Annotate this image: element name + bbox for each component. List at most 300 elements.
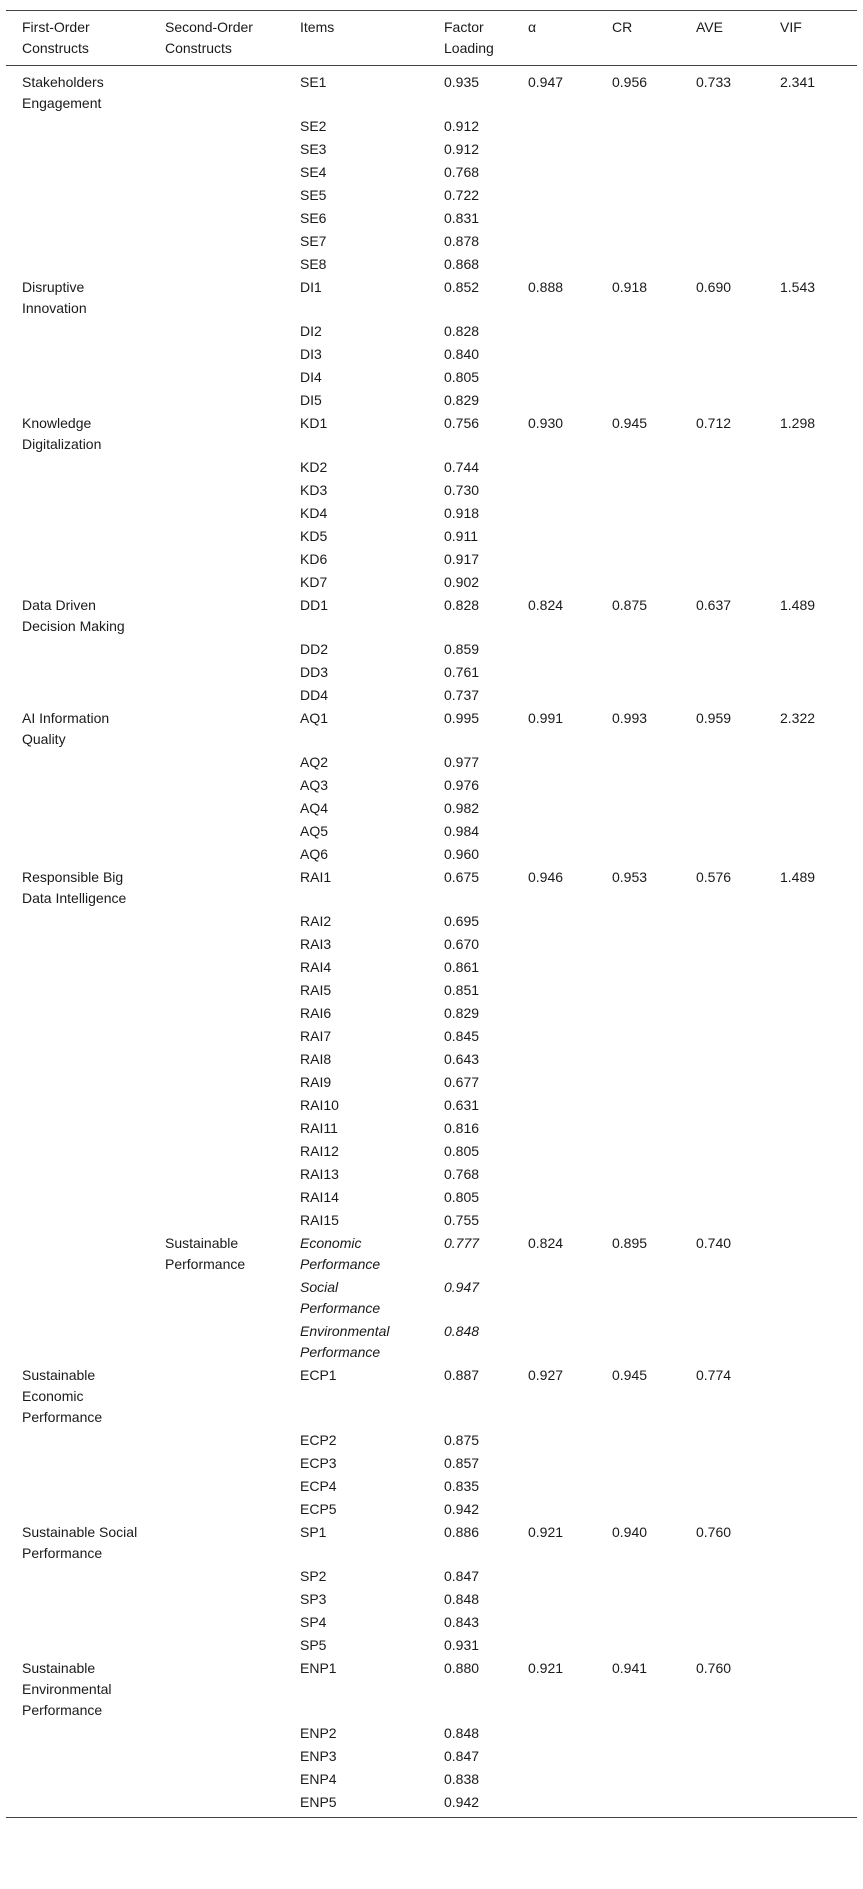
vif-cell: 1.298 xyxy=(780,415,816,431)
second-order-cell xyxy=(149,1071,284,1094)
alpha-cell xyxy=(512,1025,596,1048)
alpha-cell xyxy=(512,253,596,276)
cr-cell xyxy=(596,1140,680,1163)
cr-cell xyxy=(596,751,680,774)
ave-cell xyxy=(680,343,764,366)
alpha-cell: 0.824 xyxy=(528,1235,564,1251)
alpha-cell: 0.927 xyxy=(528,1367,564,1383)
header-first-order: First-Order Constructs xyxy=(6,11,149,66)
cr-cell xyxy=(596,1722,680,1745)
first-order-cell xyxy=(6,1745,149,1768)
ave-cell xyxy=(680,1429,764,1452)
table-row xyxy=(6,1791,857,1818)
factor-loading-cell: 0.942 xyxy=(444,1501,480,1517)
ave-cell xyxy=(680,1094,764,1117)
item-cell: DI3 xyxy=(300,346,322,362)
measurement-table xyxy=(6,10,857,1818)
alpha-cell xyxy=(512,1634,596,1657)
item-cell: RAI10 xyxy=(300,1097,339,1113)
item-cell: ENP2 xyxy=(300,1725,337,1741)
second-order-cell xyxy=(149,479,284,502)
first-order-cell xyxy=(6,774,149,797)
vif-cell xyxy=(764,1094,857,1117)
alpha-cell xyxy=(512,525,596,548)
ave-cell: 0.774 xyxy=(696,1367,732,1383)
table-row xyxy=(6,66,857,116)
alpha-cell xyxy=(512,1163,596,1186)
ave-cell xyxy=(680,979,764,1002)
first-order-cell xyxy=(6,1452,149,1475)
table-row xyxy=(6,797,857,820)
second-order-cell xyxy=(149,820,284,843)
item-cell: ENP5 xyxy=(284,1791,428,1818)
factor-loading-cell: 0.829 xyxy=(444,392,480,408)
ave-cell xyxy=(680,1186,764,1209)
first-order-cell xyxy=(6,751,149,774)
ave-cell xyxy=(680,638,764,661)
ave-cell xyxy=(680,910,764,933)
alpha-cell xyxy=(512,1140,596,1163)
alpha-cell xyxy=(512,456,596,479)
item-cell: AQ6 xyxy=(300,846,329,862)
vif-cell xyxy=(764,343,857,366)
alpha-cell xyxy=(512,1002,596,1025)
cr-cell xyxy=(596,1634,680,1657)
alpha-cell xyxy=(512,661,596,684)
first-order-cell xyxy=(6,479,149,502)
ave-cell xyxy=(680,479,764,502)
alpha-cell xyxy=(512,1565,596,1588)
second-order-cell xyxy=(149,1565,284,1588)
second-order-cell xyxy=(149,1634,284,1657)
first-order-cell xyxy=(6,1186,149,1209)
vif-cell xyxy=(764,1429,857,1452)
factor-loading-cell: 0.755 xyxy=(444,1212,480,1228)
cr-cell xyxy=(596,1452,680,1475)
ave-cell xyxy=(680,253,764,276)
factor-loading-cell: 0.829 xyxy=(444,1005,480,1021)
second-order-cell xyxy=(149,1094,284,1117)
second-order-cell xyxy=(149,1186,284,1209)
item-cell: DD4 xyxy=(300,687,329,703)
item-cell: RAI6 xyxy=(300,1005,332,1021)
alpha-cell xyxy=(512,820,596,843)
factor-loading-cell: 0.761 xyxy=(444,664,480,680)
table-row xyxy=(6,774,857,797)
cr-cell xyxy=(596,1094,680,1117)
first-order-cell: Stakeholders Engagement xyxy=(22,74,104,111)
factor-loading-cell: 0.880 xyxy=(444,1660,480,1676)
second-order-cell xyxy=(149,571,284,594)
vif-cell xyxy=(764,1611,857,1634)
first-order-cell xyxy=(6,1071,149,1094)
vif-cell: 1.489 xyxy=(780,597,816,613)
ave-cell xyxy=(680,161,764,184)
vif-cell xyxy=(764,1025,857,1048)
factor-loading-cell: 0.861 xyxy=(444,959,480,975)
first-order-cell xyxy=(6,161,149,184)
ave-cell xyxy=(680,366,764,389)
cr-cell xyxy=(596,1276,680,1320)
ave-cell xyxy=(680,502,764,525)
cr-cell xyxy=(596,1588,680,1611)
table-body xyxy=(6,66,857,1818)
vif-cell: 2.322 xyxy=(780,710,816,726)
item-cell: SE6 xyxy=(300,210,327,226)
item-cell: AQ4 xyxy=(300,800,329,816)
ave-cell xyxy=(680,115,764,138)
item-cell: SP1 xyxy=(300,1524,327,1540)
cr-cell xyxy=(596,638,680,661)
table-row xyxy=(6,571,857,594)
cr-cell xyxy=(596,1048,680,1071)
vif-cell xyxy=(764,774,857,797)
cr-cell xyxy=(596,1320,680,1364)
alpha-cell xyxy=(512,843,596,866)
second-order-cell xyxy=(149,184,284,207)
cr-cell: 0.993 xyxy=(612,710,648,726)
ave-cell: 0.760 xyxy=(696,1660,732,1676)
second-order-cell xyxy=(149,774,284,797)
cr-cell xyxy=(596,661,680,684)
cr-cell xyxy=(596,1791,680,1818)
factor-loading-cell: 0.744 xyxy=(444,459,480,475)
vif-cell xyxy=(764,1276,857,1320)
first-order-cell xyxy=(6,1611,149,1634)
ave-cell xyxy=(680,1588,764,1611)
vif-cell xyxy=(764,138,857,161)
second-order-cell xyxy=(149,594,284,638)
item-cell: AQ1 xyxy=(300,710,329,726)
table-row xyxy=(6,684,857,707)
vif-cell: 2.341 xyxy=(780,74,816,90)
vif-cell xyxy=(764,1475,857,1498)
second-order-cell: Sustainable Performance xyxy=(165,1235,246,1272)
alpha-cell xyxy=(512,933,596,956)
item-cell: DI2 xyxy=(300,323,322,339)
table-row xyxy=(6,456,857,479)
item-cell: SE3 xyxy=(300,141,327,157)
ave-cell xyxy=(680,820,764,843)
second-order-cell xyxy=(149,797,284,820)
table-row xyxy=(6,707,857,751)
first-order-cell xyxy=(6,684,149,707)
ave-cell xyxy=(680,1209,764,1232)
second-order-cell xyxy=(149,1209,284,1232)
first-order-cell xyxy=(6,638,149,661)
first-order-cell: Responsible Big Data Intelligence xyxy=(22,869,127,906)
alpha-cell xyxy=(512,1320,596,1364)
cr-cell: 0.945 xyxy=(612,415,648,431)
factor-loading-cell: 0.942 xyxy=(428,1791,512,1818)
second-order-cell xyxy=(149,979,284,1002)
first-order-cell xyxy=(6,820,149,843)
vif-cell: 1.543 xyxy=(780,279,816,295)
table-row xyxy=(6,1232,857,1276)
table-row xyxy=(6,661,857,684)
item-cell: RAI15 xyxy=(300,1212,339,1228)
factor-loading-cell: 0.756 xyxy=(444,415,480,431)
cr-cell xyxy=(596,910,680,933)
item-cell: DI5 xyxy=(300,392,322,408)
item-cell: SP3 xyxy=(300,1591,327,1607)
table-row xyxy=(6,1498,857,1521)
table-row xyxy=(6,910,857,933)
cr-cell xyxy=(596,548,680,571)
alpha-cell xyxy=(512,548,596,571)
ave-cell xyxy=(680,1276,764,1320)
item-cell: ECP4 xyxy=(300,1478,337,1494)
first-order-cell xyxy=(6,207,149,230)
second-order-cell xyxy=(149,1791,284,1818)
ave-cell xyxy=(680,320,764,343)
first-order-cell xyxy=(6,1320,149,1364)
second-order-cell xyxy=(149,910,284,933)
cr-cell xyxy=(596,1768,680,1791)
alpha-cell xyxy=(512,571,596,594)
vif-cell xyxy=(764,956,857,979)
vif-cell xyxy=(764,1117,857,1140)
alpha-cell xyxy=(512,1429,596,1452)
vif-cell xyxy=(764,1634,857,1657)
table-row xyxy=(6,638,857,661)
alpha-cell xyxy=(512,1186,596,1209)
item-cell: SP5 xyxy=(300,1637,327,1653)
cr-cell xyxy=(596,1071,680,1094)
second-order-cell xyxy=(149,320,284,343)
cr-cell xyxy=(596,1117,680,1140)
ave-cell: 0.576 xyxy=(696,869,732,885)
factor-loading-cell: 0.828 xyxy=(444,597,480,613)
second-order-cell xyxy=(149,66,284,116)
table-row xyxy=(6,594,857,638)
alpha-cell xyxy=(512,1276,596,1320)
ave-cell xyxy=(680,1745,764,1768)
first-order-cell xyxy=(6,1588,149,1611)
item-cell: RAI8 xyxy=(300,1051,332,1067)
table-row xyxy=(6,1002,857,1025)
ave-cell xyxy=(680,1163,764,1186)
item-cell: KD2 xyxy=(300,459,328,475)
first-order-cell xyxy=(6,1002,149,1025)
ave-cell xyxy=(680,797,764,820)
ave-cell xyxy=(680,684,764,707)
ave-cell xyxy=(680,1791,764,1818)
alpha-cell xyxy=(512,207,596,230)
ave-cell xyxy=(680,184,764,207)
vif-cell xyxy=(764,548,857,571)
ave-cell xyxy=(680,1768,764,1791)
vif-cell xyxy=(764,184,857,207)
factor-loading-cell: 0.935 xyxy=(444,74,480,90)
item-cell: KD5 xyxy=(300,528,328,544)
vif-cell xyxy=(764,1768,857,1791)
second-order-cell xyxy=(149,1276,284,1320)
alpha-cell xyxy=(512,1588,596,1611)
cr-cell xyxy=(596,115,680,138)
second-order-cell xyxy=(149,1722,284,1745)
alpha-cell xyxy=(512,910,596,933)
first-order-cell xyxy=(6,1276,149,1320)
first-order-cell xyxy=(6,1565,149,1588)
first-order-cell xyxy=(6,1232,149,1276)
first-order-cell xyxy=(6,956,149,979)
second-order-cell xyxy=(149,1163,284,1186)
cr-cell xyxy=(596,956,680,979)
ave-cell: 0.740 xyxy=(696,1235,732,1251)
vif-cell xyxy=(764,253,857,276)
vif-cell xyxy=(764,1452,857,1475)
second-order-cell xyxy=(149,276,284,320)
table-row xyxy=(6,253,857,276)
item-cell: RAI4 xyxy=(300,959,332,975)
second-order-cell xyxy=(149,456,284,479)
factor-loading-cell: 0.730 xyxy=(444,482,480,498)
first-order-cell xyxy=(6,343,149,366)
item-cell: DD2 xyxy=(300,641,329,657)
alpha-cell xyxy=(512,956,596,979)
alpha-cell: 0.921 xyxy=(528,1660,564,1676)
alpha-cell: 0.888 xyxy=(528,279,564,295)
factor-loading-cell: 0.838 xyxy=(444,1771,480,1787)
alpha-cell xyxy=(512,1791,596,1818)
factor-loading-cell: 0.886 xyxy=(444,1524,480,1540)
second-order-cell xyxy=(149,751,284,774)
header-alpha: α xyxy=(512,11,596,66)
cr-cell xyxy=(596,1429,680,1452)
cr-cell xyxy=(596,456,680,479)
item-cell: Economic Performance xyxy=(300,1235,381,1272)
table-row xyxy=(6,343,857,366)
second-order-cell xyxy=(149,207,284,230)
header-items: Items xyxy=(284,11,428,66)
item-cell: DI1 xyxy=(300,279,322,295)
factor-loading-cell: 0.768 xyxy=(444,164,480,180)
table-row xyxy=(6,1048,857,1071)
table-row xyxy=(6,866,857,910)
ave-cell xyxy=(680,230,764,253)
alpha-cell xyxy=(512,774,596,797)
table-row xyxy=(6,115,857,138)
item-cell: RAI7 xyxy=(300,1028,332,1044)
ave-cell: 0.712 xyxy=(696,415,732,431)
factor-loading-cell: 0.977 xyxy=(444,754,480,770)
second-order-cell xyxy=(149,161,284,184)
vif-cell xyxy=(764,820,857,843)
second-order-cell xyxy=(149,1475,284,1498)
table-row xyxy=(6,751,857,774)
first-order-cell xyxy=(6,1163,149,1186)
alpha-cell xyxy=(512,684,596,707)
item-cell: KD1 xyxy=(300,415,328,431)
cr-cell xyxy=(596,1611,680,1634)
vif-cell xyxy=(764,456,857,479)
ave-cell xyxy=(680,571,764,594)
alpha-cell xyxy=(512,1722,596,1745)
alpha-cell xyxy=(512,1452,596,1475)
cr-cell xyxy=(596,774,680,797)
header-second-order: Second-Order Constructs xyxy=(149,11,284,66)
table-row xyxy=(6,207,857,230)
vif-cell xyxy=(764,1745,857,1768)
cr-cell xyxy=(596,979,680,1002)
factor-loading-cell: 0.805 xyxy=(444,1143,480,1159)
factor-loading-cell: 0.847 xyxy=(444,1568,480,1584)
cr-cell xyxy=(596,571,680,594)
ave-cell xyxy=(680,1498,764,1521)
cr-cell xyxy=(596,820,680,843)
alpha-cell xyxy=(512,161,596,184)
vif-cell xyxy=(764,479,857,502)
first-order-cell xyxy=(6,1768,149,1791)
vif-cell xyxy=(764,684,857,707)
vif-cell xyxy=(764,638,857,661)
alpha-cell: 0.824 xyxy=(528,597,564,613)
table-row xyxy=(6,1429,857,1452)
vif-cell xyxy=(764,933,857,956)
second-order-cell xyxy=(149,707,284,751)
item-cell: KD7 xyxy=(300,574,328,590)
table-row xyxy=(6,1565,857,1588)
second-order-cell xyxy=(149,1768,284,1791)
first-order-cell xyxy=(6,138,149,161)
cr-cell xyxy=(596,525,680,548)
first-order-cell xyxy=(6,115,149,138)
vif-cell xyxy=(764,1791,857,1818)
vif-cell xyxy=(764,661,857,684)
item-cell: SE8 xyxy=(300,256,327,272)
cr-cell xyxy=(596,843,680,866)
factor-loading-cell: 0.912 xyxy=(444,118,480,134)
first-order-cell: Sustainable Environmental Performance xyxy=(22,1660,112,1718)
alpha-cell xyxy=(512,1094,596,1117)
item-cell: AQ2 xyxy=(300,754,329,770)
cr-cell xyxy=(596,1186,680,1209)
cr-cell xyxy=(596,1002,680,1025)
factor-loading-cell: 0.670 xyxy=(444,936,480,952)
first-order-cell xyxy=(6,979,149,1002)
item-cell: AQ5 xyxy=(300,823,329,839)
cr-cell: 0.918 xyxy=(612,279,648,295)
second-order-cell xyxy=(149,138,284,161)
first-order-cell xyxy=(6,230,149,253)
cr-cell xyxy=(596,207,680,230)
table-row xyxy=(6,138,857,161)
item-cell: DI4 xyxy=(300,369,322,385)
first-order-cell xyxy=(6,1140,149,1163)
vif-cell xyxy=(764,1722,857,1745)
factor-loading-cell: 0.902 xyxy=(444,574,480,590)
cr-cell xyxy=(596,389,680,412)
ave-cell xyxy=(680,843,764,866)
second-order-cell xyxy=(149,866,284,910)
cr-cell xyxy=(596,684,680,707)
table-row xyxy=(6,1117,857,1140)
factor-loading-cell: 0.828 xyxy=(444,323,480,339)
table-row xyxy=(6,1163,857,1186)
first-order-cell xyxy=(6,1429,149,1452)
item-cell: KD6 xyxy=(300,551,328,567)
cr-cell xyxy=(596,184,680,207)
table-row xyxy=(6,1657,857,1722)
alpha-cell: 0.947 xyxy=(528,74,564,90)
factor-loading-cell: 0.960 xyxy=(444,846,480,862)
alpha-cell xyxy=(512,1475,596,1498)
first-order-cell xyxy=(6,184,149,207)
first-order-cell xyxy=(6,797,149,820)
vif-cell xyxy=(764,1163,857,1186)
factor-loading-cell: 0.848 xyxy=(444,1591,480,1607)
